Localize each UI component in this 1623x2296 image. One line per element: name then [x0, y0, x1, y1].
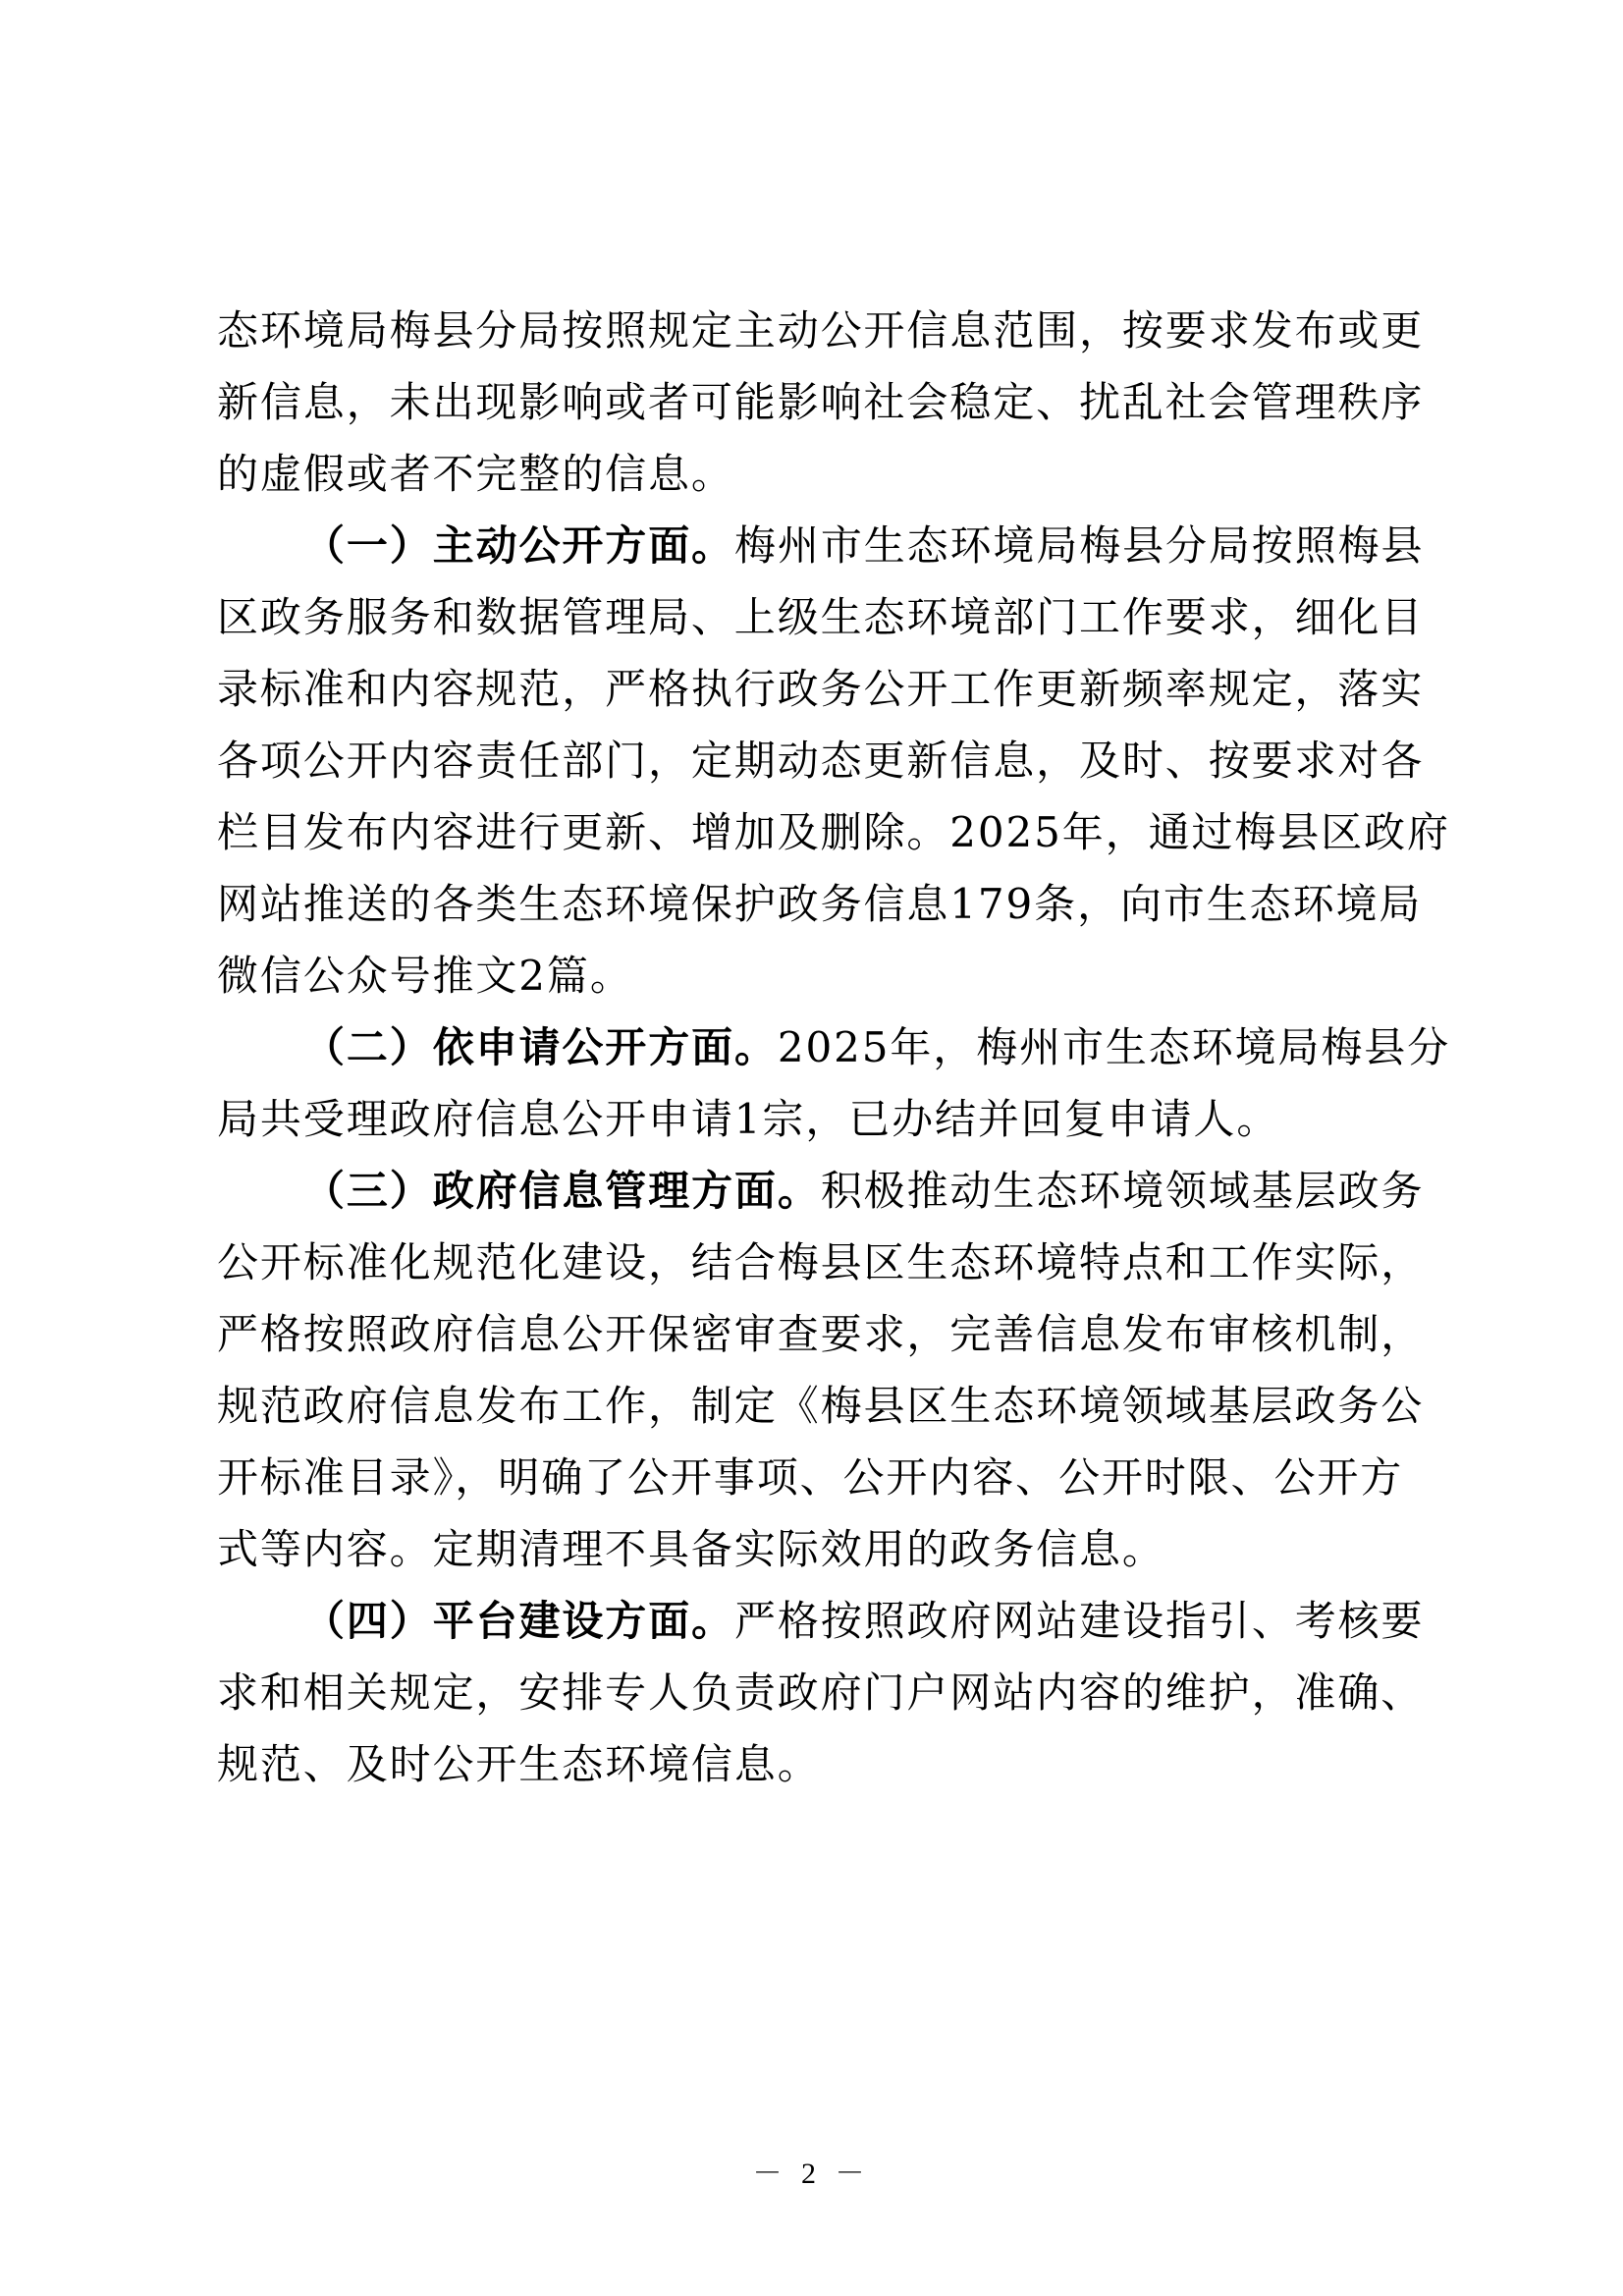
text-line: 式等内容。定期清理不具备实际效用的政务信息。: [217, 1525, 1165, 1573]
section-heading-line: [217, 1155, 1434, 1227]
section-heading-line: [217, 1011, 1451, 1083]
text-line: 严格按照政府信息公开保密审查要求，完善信息发布审核机制，: [217, 1310, 1425, 1358]
text-line: 各项公开内容责任部门，定期动态更新信息，及时、按要求对各: [217, 737, 1425, 785]
text-line: 网站推送的各类生态环境保护政务信息179条，向市生态环境局: [217, 880, 1423, 928]
text-line: 公开标准化规范化建设，结合梅县区生态环境特点和工作实际，: [217, 1238, 1425, 1286]
text-line: 开标准目录》，明确了公开事项、公开内容、公开时限、公开方: [217, 1453, 1404, 1502]
document-body: [217, 295, 1451, 1800]
text-line: 区政务服务和数据管理局、上级生态环境部门工作要求，细化目: [217, 593, 1425, 641]
text-line: 录标准和内容规范，严格执行政务公开工作更新频率规定，落实: [217, 665, 1425, 713]
text-line: 局共受理政府信息公开申请1宗，已办结并回复申请人。: [217, 1095, 1280, 1143]
section-heading: （一）主动公开方面。: [303, 521, 735, 570]
section-text: 2025年，梅州市生态环境局梅县分: [777, 1023, 1451, 1071]
section-text: 积极推动生态环境领域基层政务: [820, 1167, 1425, 1215]
text-line: 态环境局梅县分局按照规定主动公开信息范围，按要求发布或更: [217, 306, 1425, 355]
text-line: 规范政府信息发布工作，制定《梅县区生态环境领域基层政务公: [217, 1382, 1425, 1430]
section-text: 梅州市生态环境局梅县分局按照梅县: [734, 521, 1425, 570]
section-heading: （三）政府信息管理方面。: [303, 1167, 821, 1215]
text-line: 微信公众号推文2篇。: [217, 952, 633, 1000]
text-line: 求和相关规定，安排专人负责政府门户网站内容的维护，准确、: [217, 1668, 1425, 1717]
section-heading: （二）依申请公开方面。: [303, 1023, 778, 1071]
text-line: 新信息，未出现影响或者可能影响社会稳定、扰乱社会管理秩序: [217, 378, 1425, 426]
text-line: 栏目发布内容进行更新、增加及删除。2025年，通过梅县区政府: [217, 808, 1450, 856]
text-line: 规范、及时公开生态环境信息。: [217, 1740, 821, 1788]
section-text: 严格按照政府网站建设指引、考核要: [734, 1597, 1425, 1645]
text-line: 的虚假或者不完整的信息。: [217, 450, 734, 498]
page-number: － 2 －: [752, 2158, 871, 2190]
section-heading: （四）平台建设方面。: [303, 1597, 735, 1645]
section-heading-line: [217, 510, 1434, 581]
section-heading-line: [217, 1585, 1434, 1657]
